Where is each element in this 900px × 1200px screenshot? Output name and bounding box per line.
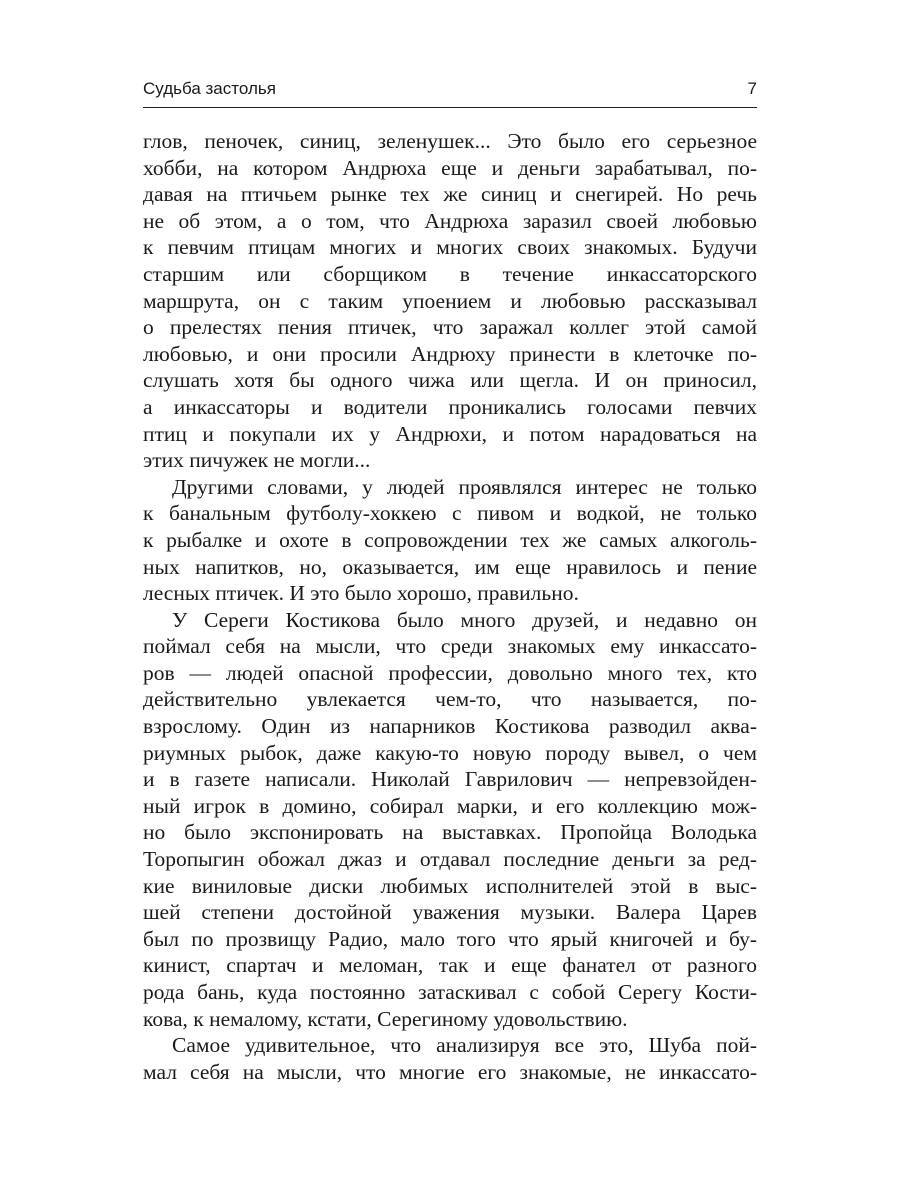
text-line: к певчим птицам многих и многих своих знакомых. Будучи <box>143 235 757 260</box>
text-line: взрослому. Один из напарников Костикова разводил аква- <box>143 714 757 739</box>
text-line: птиц и покупали их у Андрюхи, и потом нарадоваться на <box>143 421 757 446</box>
text-line: а инкассаторы и водители проникались голосами певчих <box>143 394 757 419</box>
text-line: к рыбалке и охоте в сопровождении тех же самых алкоголь- <box>143 527 757 552</box>
text-line: ных напитков, но, оказывается, им еще нравилось и пение <box>143 554 757 579</box>
text-line: и в газете написали. Николай Гаврилович — непревзойден- <box>143 767 757 792</box>
text-line: риумных рыбок, даже какую-то новую породу вывел, о чем <box>143 740 757 765</box>
text-line: маршрута, он с таким упоением и любовью рассказывал <box>143 288 757 313</box>
text-line: У Сереги Костикова было много друзей, и недавно он <box>172 607 757 632</box>
text-line: Другими словами, у людей проявлялся интерес не только <box>172 474 757 499</box>
text-line: кова, к немалому, кстати, Серегиному удовольствию. <box>143 1006 628 1031</box>
text-line: лесных птичек. И это было хорошо, правильно. <box>143 581 579 606</box>
text-line: поймал себя на мысли, что среди знакомых ему инкассато- <box>143 634 757 659</box>
text-line: любовью, и они просили Андрюху принести в клеточке по- <box>143 341 757 366</box>
running-head <box>143 76 757 102</box>
text-line: ров — людей опасной профессии, довольно много тех, кто <box>143 660 757 685</box>
text-line: слушать хотя бы одного чижа или щегла. И он приносил, <box>143 368 757 393</box>
text-line: этих пичужек не могли... <box>143 448 371 473</box>
paragraph <box>143 1032 757 1085</box>
text-line: шей степени достойной уважения музыки. Валера Царев <box>143 900 757 925</box>
text-line: не об этом, а о том, что Андрюха заразил своей любовью <box>143 208 757 233</box>
text-line: мал себя на мысли, что многие его знакомые, не инкассато- <box>143 1059 757 1084</box>
text-line: рода бань, куда постоянно затаскивал с собой Серегу Кости- <box>143 980 757 1004</box>
text-line: Торопыгин обожал джаз и отдавал последние деньги за ред- <box>143 847 757 872</box>
text-line: Самое удивительное, что анализируя все это, Шуба пой- <box>172 1033 757 1058</box>
body-text <box>143 128 757 1085</box>
text-line: но было экспонировать на выставках. Пропойца Володька <box>143 820 757 845</box>
page-number: 7 <box>747 79 757 98</box>
text-line: действительно увлекается чем-то, что называется, по- <box>143 687 757 712</box>
paragraph <box>143 474 757 607</box>
text-line: старшим или сборщиком в течение инкассаторского <box>143 261 757 286</box>
header-rule <box>143 107 757 108</box>
text-line: кинист, спартач и меломан, так и еще фанател от разного <box>143 953 757 978</box>
text-line: ный игрок в домино, собирал марки, и его коллекцию мож- <box>143 793 757 818</box>
text-line: глов, пеночек, синиц, зеленушек... Это было его серьезное <box>143 129 757 153</box>
paragraph <box>143 607 757 1033</box>
text-line: давая на птичьем рынке тех же синиц и снегирей. Но речь <box>143 182 757 207</box>
text-line: к банальным футболу-хоккею с пивом и водкой, не только <box>143 501 757 526</box>
paragraph <box>143 128 757 474</box>
text-line: о прелестях пения птичек, что заражал коллег этой самой <box>143 315 757 340</box>
text-line: хобби, на котором Андрюха еще и деньги зарабатывал, по- <box>143 155 757 180</box>
text-line: кие виниловые диски любимых исполнителей этой в выс- <box>143 873 757 898</box>
running-title: Судьба застолья <box>143 79 276 98</box>
text-line: был по прозвищу Радио, мало того что ярый книгочей и бу- <box>143 926 757 951</box>
